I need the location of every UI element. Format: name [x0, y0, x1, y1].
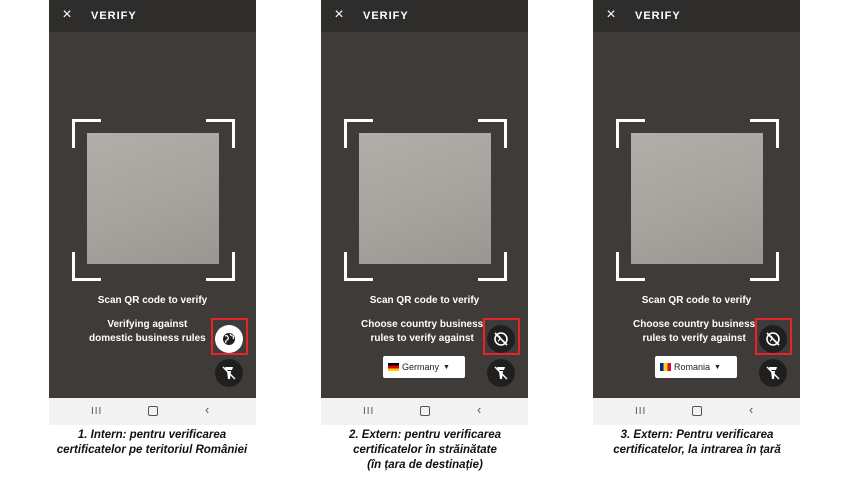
- camera-preview: [631, 133, 763, 264]
- scan-frame-corner: [344, 119, 373, 148]
- scan-prompt: Scan QR code to verify: [97, 295, 208, 306]
- caption-abroad: [290, 428, 560, 473]
- caption-line: 1. Intern: pentru verificarea: [77, 429, 227, 441]
- app-title: VERIFY: [635, 10, 681, 22]
- caption-line: certificatelor, la intrarea în țară: [613, 444, 781, 456]
- back-icon[interactable]: ‹: [205, 402, 210, 417]
- scan-frame-corner: [206, 119, 235, 148]
- info-line: rules to verify against: [370, 333, 474, 344]
- caption-line: 3. Extern: Pentru verificarea: [620, 429, 774, 441]
- info-line: Choose country business: [633, 319, 756, 330]
- highlight-box: [211, 318, 248, 355]
- caret-down-icon: ▼: [714, 364, 721, 371]
- close-icon[interactable]: ×: [62, 6, 72, 23]
- highlight-box: [483, 318, 520, 355]
- home-icon[interactable]: [420, 406, 430, 416]
- flash-off-icon[interactable]: [759, 359, 787, 387]
- info-line: domestic business rules: [89, 333, 206, 344]
- scan-frame-corner: [616, 252, 645, 281]
- caret-down-icon: ▼: [443, 364, 450, 371]
- romanian-flag-icon: [660, 363, 671, 371]
- back-icon[interactable]: ‹: [477, 402, 482, 417]
- scan-prompt: Scan QR code to verify: [641, 295, 752, 306]
- caption-domestic: [17, 428, 287, 458]
- scan-frame-corner: [72, 119, 101, 148]
- country-label: Romania: [674, 362, 711, 372]
- recent-apps-icon[interactable]: III: [91, 406, 103, 417]
- flash-off-icon[interactable]: [215, 359, 243, 387]
- flash-off-icon[interactable]: [487, 359, 515, 387]
- scan-frame-corner: [478, 119, 507, 148]
- info-line: Verifying against: [107, 319, 188, 330]
- country-selector[interactable]: [383, 356, 465, 378]
- camera-preview: [359, 133, 491, 264]
- scan-frame-corner: [72, 252, 101, 281]
- app-title: VERIFY: [91, 10, 137, 22]
- scan-frame-corner: [206, 252, 235, 281]
- scan-frame-corner: [616, 119, 645, 148]
- business-rules-info: [89, 318, 206, 346]
- caption-line: (în țara de destinație): [367, 459, 483, 471]
- phone-screen-domestic: [49, 0, 256, 425]
- scan-frame-corner: [750, 252, 779, 281]
- home-icon[interactable]: [692, 406, 702, 416]
- info-line: rules to verify against: [642, 333, 746, 344]
- german-flag-icon: [388, 363, 399, 371]
- app-bar: [49, 0, 256, 32]
- phone-screen-abroad: [321, 0, 528, 425]
- info-line: Choose country business: [361, 319, 484, 330]
- scan-frame-corner: [478, 252, 507, 281]
- business-rules-info: [361, 318, 483, 346]
- recent-apps-icon[interactable]: III: [363, 406, 375, 417]
- scan-frame-corner: [750, 119, 779, 148]
- camera-preview: [87, 133, 219, 264]
- country-label: Germany: [402, 362, 440, 372]
- close-icon[interactable]: ×: [606, 6, 616, 23]
- app-title: VERIFY: [363, 10, 409, 22]
- app-bar: [321, 0, 528, 32]
- back-icon[interactable]: ‹: [749, 402, 754, 417]
- caption-line: 2. Extern: pentru verificarea: [348, 429, 502, 441]
- caption-line: certificatelor pe teritoriul României: [56, 444, 248, 456]
- highlight-box: [755, 318, 792, 355]
- caption-line: certificatelor în străinătate: [353, 444, 497, 456]
- close-icon[interactable]: ×: [334, 6, 344, 23]
- business-rules-info: [633, 318, 755, 346]
- caption-entry: [562, 428, 832, 458]
- recent-apps-icon[interactable]: III: [635, 406, 647, 417]
- scan-prompt: Scan QR code to verify: [369, 295, 480, 306]
- phone-screen-entry: [593, 0, 800, 425]
- country-selector[interactable]: [655, 356, 737, 378]
- home-icon[interactable]: [148, 406, 158, 416]
- scan-frame-corner: [344, 252, 373, 281]
- app-bar: [593, 0, 800, 32]
